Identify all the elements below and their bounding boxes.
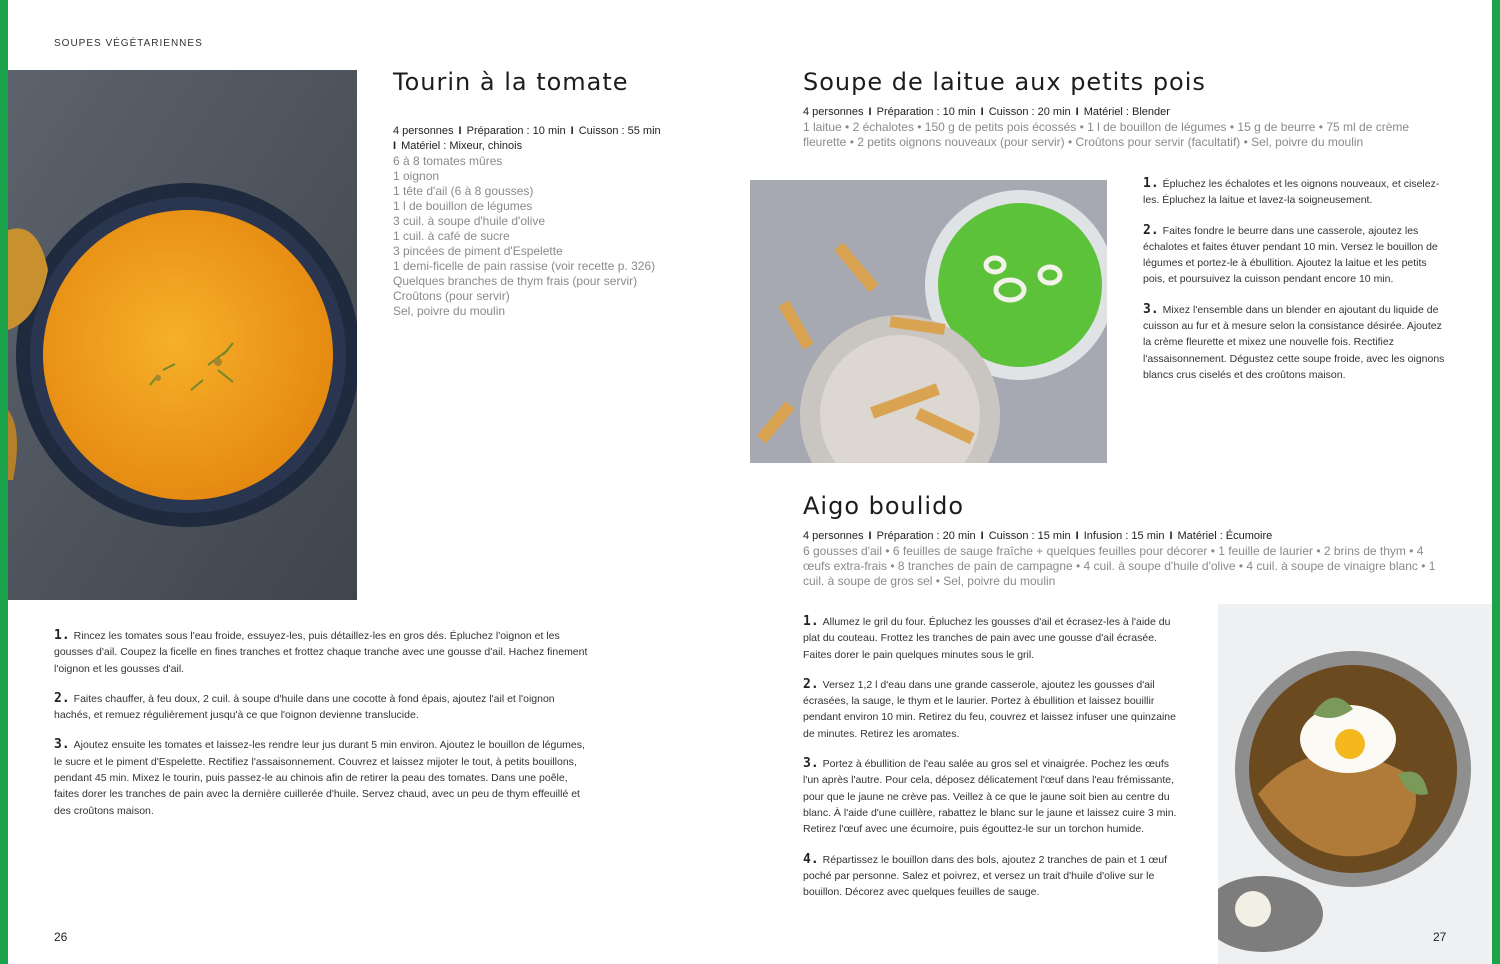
step-item: 4. Répartissez le bouillon dans des bols, ajoutez 2 tranches de pain et 1 œuf poché par personne. Salez et poivrez, et versez un trait d'huile d'olive sur le bouillon. Décorez avec quelques feuilles de sauge. — [803, 851, 1168, 899]
aigo-soup-photo — [1218, 604, 1492, 964]
aigo-soup-illustration — [1218, 604, 1492, 964]
step-item: 1. Rincez les tomates sous l'eau froide, essuyez-les, puis détaillez-les en gros dés. Épluchez l'oignon et les gousses d'ail. Coupez la ficelle en fines tranches et frottez chaque tranche avec une gousse d'ail. Hachez finement l'oignon et les gousses d'ail. — [54, 628, 588, 675]
recipe-title-tourin: Tourin à la tomate — [393, 68, 629, 96]
ingredient-item: Croûtons (pour servir) — [393, 289, 510, 303]
ingredient-item: 3 pincées de piment d'Espelette — [393, 244, 563, 258]
meta-equipment: Matériel : Écumoire — [1177, 530, 1273, 542]
ingredient-item: Quelques branches de thym frais (pour servir) — [393, 274, 638, 288]
step-item: 3. Portez à ébullition de l'eau salée au gros sel et vinaigrée. Pochez les œufs l'un après l'autre. Pour cela, déposez délicatement l'œuf dans l'eau frémissante, pour que le jaune ne crève pas. Veillez à ce que le jaune soit bien au centre du blanc. À l'aide d'une cuillère, rabattez le blanc sur le jaune et laissez cuire 3 min. Retirez l'œuf avec une écumoire, puis égouttez-le sur un torchon humide. — [803, 756, 1177, 836]
step-item: 1. Épluchez les échalotes et les oignons nouveaux, et ciselez-les. Épluchez la laitue et lavez-la soigneusement. — [1143, 176, 1440, 207]
ingredient-item: 1 demi-ficelle de pain rassise (voir recette p. 326) — [393, 259, 656, 273]
meta-infusion: Infusion : 15 min — [1083, 530, 1165, 542]
meta-servings: 4 personnes — [393, 125, 454, 137]
ingredient-item: 3 cuil. à soupe d'huile d'olive — [393, 214, 546, 228]
meta-cook: Cuisson : 20 min — [988, 106, 1071, 118]
ingredients-aigo: 6 gousses d'ail • 6 feuilles de sauge fraîche + quelques feuilles pour décorer • 1 feuille de laurier • 2 brins de thym • 4 œufs extra-frais • 8 tranches de pain de campagne • 4 cuil. à soupe d'huile d'olive • 4 cuil. à soupe de vinaigre blanc • 1 cuil. à soupe de gros sel • Sel, poivre du moulin — [803, 544, 1436, 588]
meta-prep: Préparation : 20 min — [876, 530, 976, 542]
ingredients-laitue: 1 laitue • 2 échalotes • 150 g de petits pois écossés • 1 l de bouillon de légumes • 15 g de beurre • 75 ml de crème fleurette • 2 petits oignons nouveaux (pour servir) • Croûtons pour servir (facultatif) • Sel, poivre du moulin — [803, 120, 1410, 149]
meta-equipment: Matériel : Blender — [1083, 106, 1170, 118]
ingredients-list-tourin — [393, 154, 693, 319]
pea-soup-illustration — [750, 180, 1107, 463]
meta-equipment: Matériel : Mixeur, chinois — [401, 140, 523, 152]
ingredient-item: 1 oignon — [393, 169, 440, 183]
page-number-right: 27 — [1433, 930, 1447, 944]
ingredient-item: 1 tête d'ail (6 à 8 gousses) — [393, 184, 534, 198]
pea-soup-photo — [750, 180, 1107, 463]
ingredient-item: Sel, poivre du moulin — [393, 304, 506, 318]
tomato-soup-photo — [8, 70, 357, 600]
ingredient-item: 1 cuil. à café de sucre — [393, 229, 510, 243]
meta-servings: 4 personnes — [803, 530, 864, 542]
meta-cook: Cuisson : 15 min — [988, 530, 1071, 542]
meta-prep: Préparation : 10 min — [876, 106, 976, 118]
ingredient-item: 6 à 8 tomates mûres — [393, 154, 503, 168]
meta-servings: 4 personnes — [803, 106, 864, 118]
step-item: 2. Faites fondre le beurre dans une casserole, ajoutez les échalotes et faites étuver pendant 10 min. Versez le bouillon de légumes et portez-le à ébullition. Ajoutez la laitue et les petits pois, et poursuivez la cuisson pendant encore 10 min. — [1143, 222, 1438, 286]
step-item: 3. Ajoutez ensuite les tomates et laissez-les rendre leur jus durant 5 min environ. Ajoutez le bouillon de légumes, le sucre et le piment d'Espelette. Rectifiez l'assaisonnement. Couvrez et laissez mijoter le tout, à petits bouillons, pendant 45 min. Mixez le tourin, puis passez-le au chinois afin de retirer la peau des tomates. Dans une poêle, faites dorer les tranches de pain avec la dernière cuillerée d'huile. Servez chaud, avec un peu de thym effeuillé et des croûtons maison. — [54, 737, 585, 817]
recipe-meta-aigo: 4 personnes I Préparation : 20 min I Cuisson : 15 min I Infusion : 15 min I Matériel : Écumoire — [803, 530, 1273, 542]
ingredient-item: 1 l de bouillon de légumes — [393, 199, 533, 213]
steps-tourin — [54, 628, 594, 833]
step-item: 2. Faites chauffer, à feu doux, 2 cuil. à soupe d'huile dans une cocotte à fond épais, ajoutez l'ail et l'oignon hachés, et remuez régulièrement jusqu'à ce que l'oignon devienne translucide. — [54, 690, 555, 722]
page-number-left: 26 — [54, 930, 68, 944]
recipe-meta-tourin: 4 personnes I Préparation : 10 min I Cuisson : 55 min I Matériel : Mixeur, chinois — [393, 125, 661, 152]
recipe-title-laitue: Soupe de laitue aux petits pois — [803, 68, 1206, 96]
steps-aigo — [803, 614, 1185, 914]
meta-prep: Préparation : 10 min — [466, 125, 566, 137]
recipe-meta-laitue: 4 personnes I Préparation : 10 min I Cuisson : 20 min I Matériel : Blender — [803, 106, 1170, 118]
steps-laitue — [1143, 176, 1448, 397]
step-item: 1. Allumez le gril du four. Épluchez les gousses d'ail et écrasez-les à l'aide du plat du couteau. Frottez les tranches de pain avec une gousse d'ail écrasée. Faites dorer le pain quelques minutes sous le gril. — [803, 614, 1171, 661]
tomato-soup-illustration — [8, 70, 357, 600]
section-label: SOUPES VÉGÉTARIENNES — [54, 38, 203, 49]
step-item: 2. Versez 1,2 l d'eau dans une grande casserole, ajoutez les gousses d'ail écrasées, la sauge, le thym et le laurier. Portez à ébullition et laissez bouillir pendant environ 10 min. Retirez du feu, couvrez et laissez infuser une quinzaine de minutes. Retirez les aromates. — [803, 676, 1176, 740]
recipe-title-aigo: Aigo boulido — [803, 492, 965, 520]
step-item: 3. Mixez l'ensemble dans un blender en ajoutant du liquide de cuisson au fur et à mesure selon la consistance désirée. Ajoutez la crème fleurette et mixez une nouvelle fois. Rectifiez l'assaisonnement. Dégustez cette soupe froide, avec les oignons blancs crus ciselés et des croûtons maison. — [1143, 301, 1445, 381]
cookbook-spread — [8, 0, 1492, 964]
meta-cook: Cuisson : 55 min — [578, 125, 661, 137]
